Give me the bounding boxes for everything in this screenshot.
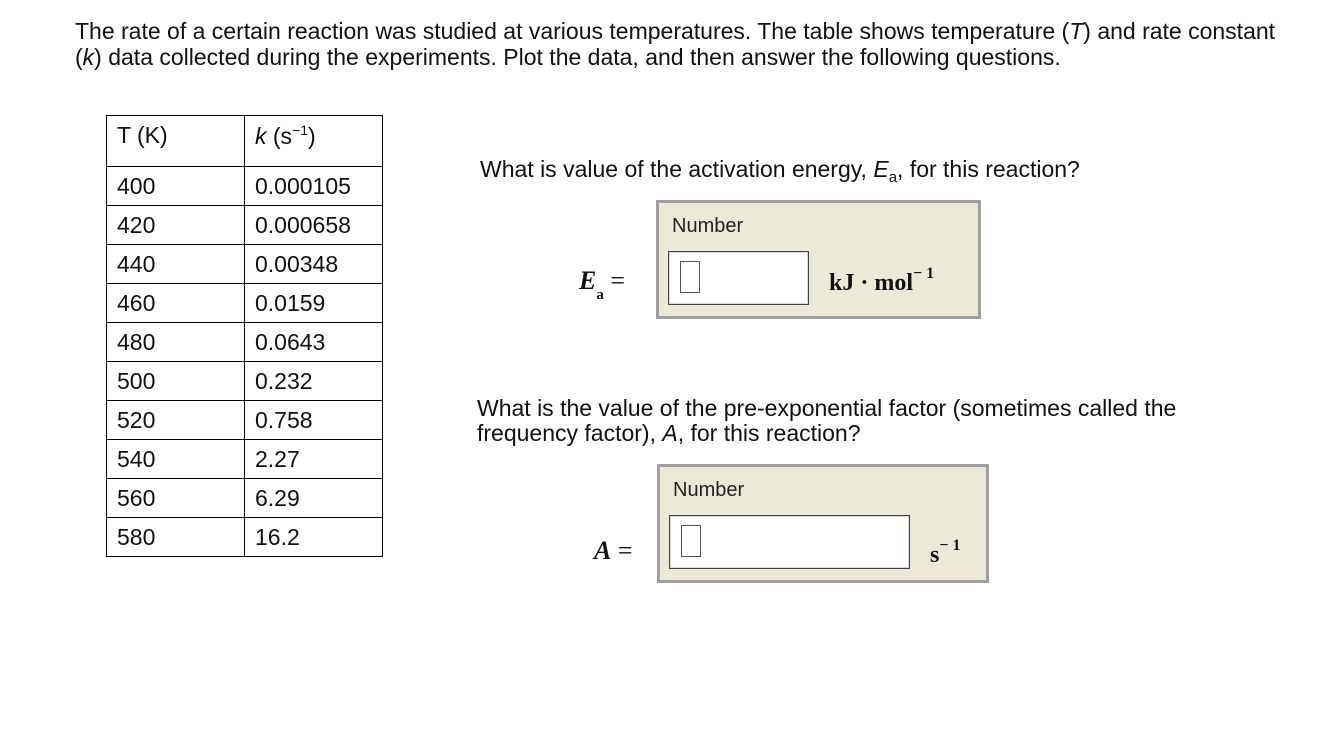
intro-t-symbol: T — [1069, 18, 1084, 44]
pre-exponential-input[interactable] — [669, 515, 910, 569]
pre-exponential-answer-panel — [657, 464, 989, 583]
table-header-row — [107, 116, 383, 167]
cell-rate-constant: 0.232 — [245, 362, 383, 401]
header-k-exponent: −1 — [292, 122, 309, 138]
q1-text-after: , for this reaction? — [897, 156, 1080, 182]
ea-equals: = — [603, 266, 626, 295]
header-k-symbol: k — [255, 123, 267, 149]
cell-temperature: 460 — [107, 284, 245, 323]
number-label: Number — [672, 215, 744, 237]
table-row — [107, 167, 383, 206]
unit-main: kJ · mol — [829, 270, 914, 296]
intro-k-symbol: k — [82, 44, 95, 70]
cell-temperature: 540 — [107, 440, 245, 479]
table-row — [107, 206, 383, 245]
pre-exponential-label — [594, 536, 633, 566]
table-row — [107, 479, 383, 518]
cell-rate-constant: 0.000105 — [245, 167, 383, 206]
cell-rate-constant: 6.29 — [245, 479, 383, 518]
table-row — [107, 401, 383, 440]
activation-energy-answer-panel — [656, 200, 981, 319]
temperature-rate-table — [106, 115, 383, 557]
input-caret-box — [680, 261, 700, 293]
cell-temperature: 580 — [107, 518, 245, 557]
ea-subscript: a — [596, 287, 604, 303]
unit-main: s — [930, 542, 940, 568]
cell-temperature: 440 — [107, 245, 245, 284]
intro-text-3: ) data collected during the experiments. Plot the data, and then answer the following questions. — [94, 44, 1061, 70]
pre-exponential-question — [477, 396, 1277, 446]
table-row — [107, 284, 383, 323]
cell-temperature: 500 — [107, 362, 245, 401]
cell-rate-constant: 0.758 — [245, 401, 383, 440]
activation-energy-input[interactable] — [668, 251, 809, 305]
input-caret-box — [681, 525, 701, 557]
q2-text-after: , for this reaction? — [677, 420, 861, 446]
header-k-close: ) — [308, 123, 316, 149]
q2-text-before: What is the value of the pre-exponential factor (sometimes called the frequency factor), — [477, 395, 1177, 446]
cell-temperature: 560 — [107, 479, 245, 518]
q2-symbol: A — [662, 420, 678, 446]
cell-temperature: 520 — [107, 401, 245, 440]
cell-rate-constant: 2.27 — [245, 440, 383, 479]
ea-symbol: E — [579, 266, 597, 295]
unit-exponent: − 1 — [913, 265, 935, 282]
q1-symbol-subscript: a — [888, 169, 898, 186]
cell-rate-constant: 16.2 — [245, 518, 383, 557]
q1-symbol: E — [873, 156, 889, 182]
table-row — [107, 440, 383, 479]
activation-energy-unit — [829, 265, 934, 297]
number-label: Number — [673, 479, 745, 501]
pre-exponential-unit — [930, 537, 960, 569]
a-equals: = — [611, 536, 633, 565]
cell-rate-constant: 0.0643 — [245, 323, 383, 362]
table-row — [107, 323, 383, 362]
cell-rate-constant: 0.000658 — [245, 206, 383, 245]
table-row — [107, 518, 383, 557]
activation-energy-label — [579, 266, 626, 303]
cell-rate-constant: 0.0159 — [245, 284, 383, 323]
table-row — [107, 362, 383, 401]
table-row — [107, 245, 383, 284]
problem-statement — [75, 18, 1305, 70]
header-k-unit: (s — [266, 123, 293, 149]
cell-temperature: 480 — [107, 323, 245, 362]
activation-energy-question — [480, 157, 1080, 190]
intro-text-2: ) and rate constant ( — [75, 18, 1276, 70]
cell-rate-constant: 0.00348 — [245, 245, 383, 284]
header-rate-constant — [245, 116, 383, 167]
intro-text-1: The rate of a certain reaction was studied at various temperatures. The table shows temperature ( — [75, 18, 1070, 44]
header-temperature: T (K) — [107, 116, 245, 167]
cell-temperature: 400 — [107, 167, 245, 206]
a-symbol: A — [594, 536, 612, 565]
unit-exponent: − 1 — [939, 537, 961, 554]
q1-text-before: What is value of the activation energy, — [480, 156, 874, 182]
cell-temperature: 420 — [107, 206, 245, 245]
